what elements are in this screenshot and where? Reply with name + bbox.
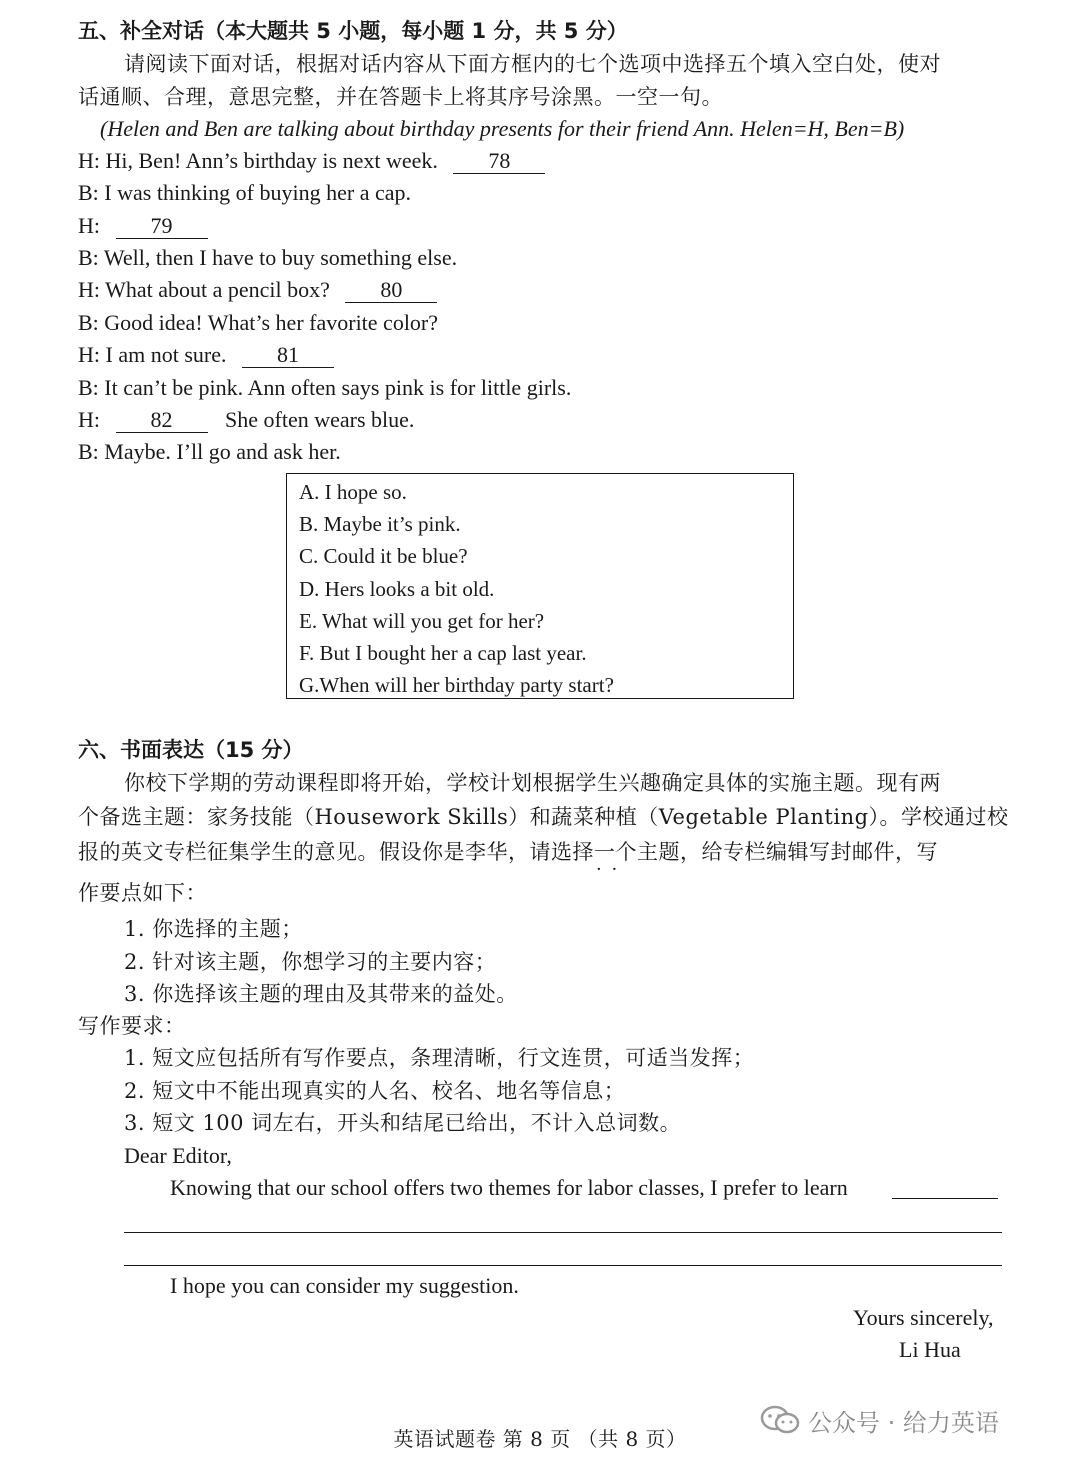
paragraph-text: 主题，给专栏编辑写封邮件，写 <box>637 840 938 864</box>
answer-blank: 79 <box>116 214 208 239</box>
dialogue-line: B: Well, then I have to buy something else. <box>78 245 458 270</box>
dialogue-line: B: Good idea! What’s her favorite color? <box>78 310 439 335</box>
paragraph-text: 报的英文专栏征集学生的意见。假设你是李华，请选择 <box>78 840 594 864</box>
answer-blank: 78 <box>453 149 545 174</box>
option-f: F. But I bought her a cap last year. <box>299 641 587 665</box>
letter-signature: Li Hua <box>899 1337 961 1362</box>
option-e: E. What will you get for her? <box>299 609 545 633</box>
dialogue-text: H: <box>78 213 100 238</box>
requirements-title: 写作要求： <box>78 1014 186 1038</box>
watermark-text: 公众号 · 给力英语 <box>808 1408 999 1437</box>
section6-heading: 六、书面表达（15 分） <box>78 738 304 762</box>
answer-blank: 80 <box>345 278 437 303</box>
answer-line <box>124 1232 1002 1233</box>
option-g: G.When will her birthday party start? <box>299 673 614 697</box>
letter-salutation: Dear Editor, <box>124 1143 232 1168</box>
requirement: 2. 短文中不能出现真实的人名、校名、地名等信息； <box>124 1079 626 1103</box>
letter-signoff: Yours sincerely, <box>853 1305 994 1330</box>
requirement: 3. 短文 100 词左右，开头和结尾已给出，不计入总词数。 <box>124 1111 682 1135</box>
writing-point: 3. 你选择该主题的理由及其带来的益处。 <box>124 982 518 1006</box>
section6-paragraph-line2: 个备选主题：家务技能（Housework Skills）和蔬菜种植（Vegetable Planting）。学校通过校 <box>78 805 1009 829</box>
section5-instruction-line2: 话通顺、合理，意思完整，并在答题卡上将其序号涂黑。一空一句。 <box>78 85 723 109</box>
answer-blank: 81 <box>242 343 334 368</box>
dialogue-context: (Helen and Ben are talking about birthday presents for their friend Ann. Helen=H, Ben=B) <box>100 116 905 141</box>
letter-closing: I hope you can consider my suggestion. <box>170 1273 519 1298</box>
dialogue-line: B: It can’t be pink. Ann often says pink is for little girls. <box>78 375 572 400</box>
dialogue-line <box>78 275 437 305</box>
dialogue-line: B: Maybe. I’ll go and ask her. <box>78 439 341 464</box>
section6-paragraph-line3 <box>78 837 938 867</box>
emphasized-text: 一个 · · <box>594 837 637 867</box>
answer-blank: 82 <box>116 408 208 433</box>
section6-paragraph-line1: 你校下学期的劳动课程即将开始，学校计划根据学生兴趣确定具体的实施主题。现有两 <box>124 771 941 795</box>
option-a: A. I hope so. <box>299 480 407 504</box>
dialogue-text: H: Hi, Ben! Ann’s birthday is next week. <box>78 148 438 173</box>
requirement: 1. 短文应包括所有写作要点，条理清晰，行文连贯，可适当发挥； <box>124 1046 755 1070</box>
dialogue-text: H: <box>78 407 100 432</box>
page-footer: 英语试题卷 第 8 页 （共 8 页） <box>393 1427 687 1451</box>
writing-point: 2. 针对该主题，你想学习的主要内容； <box>124 950 497 974</box>
section5-heading: 五、补全对话（本大题共 5 小题，每小题 1 分，共 5 分） <box>78 19 628 43</box>
dialogue-line: B: I was thinking of buying her a cap. <box>78 180 411 205</box>
dialogue-line <box>78 405 414 435</box>
dialogue-line <box>78 211 208 241</box>
dialogue-line <box>78 340 334 370</box>
options-box <box>286 473 794 699</box>
option-d: D. Hers looks a bit old. <box>299 577 495 601</box>
dialogue-text: H: What about a pencil box? <box>78 277 330 302</box>
section6-paragraph-line4: 作要点如下： <box>78 881 207 905</box>
dialogue-text: H: I am not sure. <box>78 342 227 367</box>
answer-line <box>124 1265 1002 1266</box>
option-c: C. Could it be blue? <box>299 544 468 568</box>
section5-instruction-line1: 请阅读下面对话，根据对话内容从下面方框内的七个选项中选择五个填入空白处，使对 <box>124 52 941 76</box>
letter-opening: Knowing that our school offers two themes for labor classes, I prefer to learn <box>170 1175 848 1200</box>
writing-point: 1. 你选择的主题； <box>124 917 303 941</box>
dialogue-text: She often wears blue. <box>225 407 415 432</box>
dialogue-line <box>78 146 545 176</box>
answer-line <box>892 1198 998 1199</box>
option-b: B. Maybe it’s pink. <box>299 512 461 536</box>
